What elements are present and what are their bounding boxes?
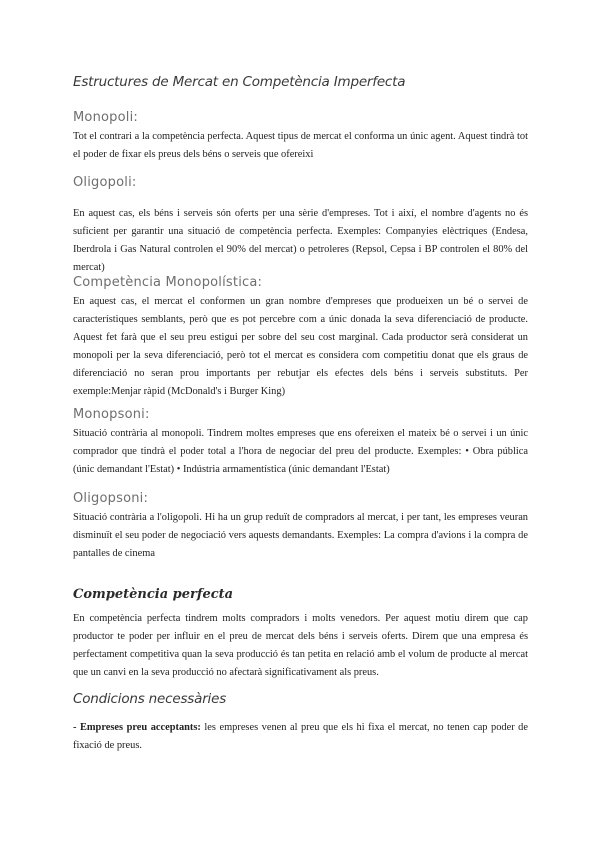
heading-monopoli: Monopoli: xyxy=(73,110,138,125)
heading-competencia-monopolistica: Competència Monopolística: xyxy=(73,275,263,290)
paragraph-monopsoni: Situació contrària al monopoli. Tindrem moltes empreses que ens ofereixen el mateix bé o servei i un únic comprador que tindrà el poder total a l'hora de negociar del preu del producte. Exemples: • Obra pública (únic demandant l'Estat) • Indústria armamentística (únic demandant l'Estat) xyxy=(73,428,528,475)
heading-condicions-necessaries: Condicions necessàries xyxy=(73,691,227,707)
document-title: Estructures de Mercat en Competència Imperfecta xyxy=(73,74,406,90)
heading-oligopsoni: Oligopsoni: xyxy=(73,491,149,506)
heading-oligopoli: Oligopoli: xyxy=(73,175,137,190)
heading-competencia-perfecta: Competència perfecta xyxy=(73,587,234,602)
paragraph-oligopsoni: Situació contrària a l'oligopoli. Hi ha un grup reduït de compradors al mercat, i per tant, les empreses veuran disminuït el seu poder de negociació vers aquests demandants. Exemples: La compra d'avions i la compra de pantalles de cinema xyxy=(73,512,528,559)
heading-monopsoni: Monopsoni: xyxy=(73,407,150,422)
paragraph-condicions xyxy=(73,719,528,755)
paragraph-monopoli: Tot el contrari a la competència perfecta. Aquest tipus de mercat el conforma un únic agent. Aquest tindrà tot el poder de fixar els preus dels béns o serveis que ofereixi xyxy=(73,131,528,160)
paragraph-oligopoli: En aquest cas, els béns i serveis són oferts per una sèrie d'empreses. Tot i així, el nombre d'agents no és suficient per garantir una situació de competència perfecta. Exemples: Companyies elèctriques (Endesa, Iberdrola i Gas Natural controlen el 90% del mercat) o petroleres (Repsol, Cepsa i BP controlen el 80% del mercat) xyxy=(73,208,528,273)
condition-item-label: - Empreses preu acceptants: xyxy=(73,722,201,733)
paragraph-competencia-monopolistica: En aquest cas, el mercat el conformen un gran nombre d'empreses que produeixen un bé o servei de característiques semblants, però que es pot percebre com a únic donada la seva diferenciació de producte. Aquest fet farà que el seu preu estigui per sobre del seu cost marginal. Cada productor serà considerat un monopoli per la seva diferenciació, però tot el mercat es considera com competitiu donat que els graus de diferenciació no seran prou importants per rebutjar els efectes dels béns i serveis substituts. Per exemple:Menjar ràpid (McDonald's i Burger King) xyxy=(73,296,528,397)
condition-item-text: les empreses venen al preu que els hi fixa el mercat, no tenen cap poder de fixació de preus. xyxy=(73,722,528,751)
paragraph-competencia-perfecta: En competència perfecta tindrem molts compradors i molts venedors. Per aquest motiu direm que cap productor te poder per influir en el preu de mercat dels béns i serveis oferts. Direm que una empresa és perfectament competitiva quan la seva producció és tan petita en relació amb el volum de producte al mercat que un canvi en la seva producció no afectarà significativament als preus. xyxy=(73,613,528,678)
